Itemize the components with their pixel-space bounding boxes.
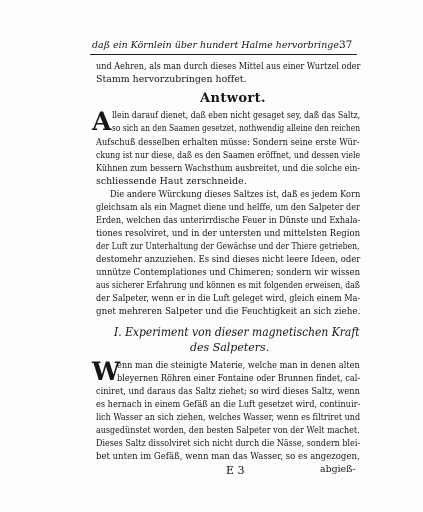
answer-line: der Salpeter, wenn er in die Luft geleget wird, gleich einem Ma- bbox=[96, 293, 361, 304]
answer-line: Die andere Würckung dieses Saltzes ist, daß es jedem Korn bbox=[110, 189, 361, 200]
section-line: es hernach in einem Gefäß an die Luft gesetzet wird, continuir- bbox=[96, 399, 361, 410]
intro-line: und Aehren, als man durch dieses Mittel aus einer Wurtzel oder bbox=[96, 61, 361, 72]
answer-line: tiones resolviret, und in der untersten und mittelsten Region bbox=[96, 228, 361, 239]
answer-line: aus sicherer Erfahrung und können es mit folgenden erweisen, daß bbox=[96, 280, 360, 291]
answer-line: ckung ist nur diese, daß es den Saamen eröffnet, und dessen viele bbox=[96, 150, 361, 161]
section-line: ausgedünstet worden, den besten Salpeter von der Welt machet. bbox=[96, 425, 360, 436]
answer-line: Kühnen zum bessern Wachsthum ausbreitet, und die solche ein- bbox=[96, 163, 361, 174]
catchword: abgieß- bbox=[320, 464, 356, 475]
answer-line: llein darauf dienet, daß eben nicht gesaget sey, daß das Saltz, bbox=[112, 110, 361, 121]
answer-heading: Antwort. bbox=[200, 91, 266, 106]
section-initial-letter: W bbox=[92, 357, 121, 386]
section-line: bet unten im Gefäß, wenn man das Wasser, so es angezogen, bbox=[96, 451, 360, 462]
answer-line: Aufschuß desselben erhalten müsse: Sondern seine erste Wür- bbox=[96, 137, 360, 148]
section-subtitle: des Salpeters. bbox=[190, 341, 270, 354]
answer-line: gnet mehreren Salpeter und die Feuchtigkeit an sich ziehe. bbox=[96, 306, 361, 317]
intro-line: Stamm hervorzubringen hoffet. bbox=[96, 74, 247, 85]
answer-line: der Luft zur Unterhaltung der Gewächse und der Thiere getrieben, bbox=[96, 241, 360, 252]
answer-line: so sich an den Saamen gesetzet, nothwendig alleine den reichen bbox=[112, 123, 361, 134]
answer-line: schliessende Haut zerschneide. bbox=[96, 176, 247, 187]
answer-line: destomehr anzuziehen. Es sind dieses nicht leere Ideen, oder bbox=[96, 254, 361, 265]
section-line: Dieses Saltz dissolviret sich nicht durch die Nässe, sondern blei- bbox=[96, 438, 361, 449]
answer-line: unnütze Contemplationes und Chimeren; sondern wir wissen bbox=[96, 267, 361, 278]
answer-line: gleichsam als ein Magnet diene und helffe, um den Salpeter der bbox=[96, 202, 360, 213]
section-line: enn man die steinigte Materie, welche man in denen alten bbox=[117, 360, 360, 371]
answer-initial-letter: A bbox=[92, 107, 112, 136]
answer-line: Erden, welchen das unterirrdische Feuer in Dünste und Exhala- bbox=[96, 215, 361, 226]
section-line: bleyernen Röhren einer Fontaine oder Brunnen findet, cal- bbox=[117, 373, 361, 384]
section-title: I. Experiment von dieser magnetischen Kraft bbox=[114, 324, 360, 339]
running-head: daß ein Körnlein über hundert Halme hervorbringe. bbox=[92, 40, 342, 51]
header-rule bbox=[90, 54, 357, 55]
section-line: ciniret, und daraus das Saltz ziehet; so wird dieses Saltz, wenn bbox=[96, 386, 360, 397]
page-number: 37 bbox=[339, 39, 353, 51]
signature-mark: E 3 bbox=[226, 464, 245, 477]
section-line: lich Wasser an sich ziehen, welches Wasser, wenn es filtriret und bbox=[96, 412, 361, 423]
